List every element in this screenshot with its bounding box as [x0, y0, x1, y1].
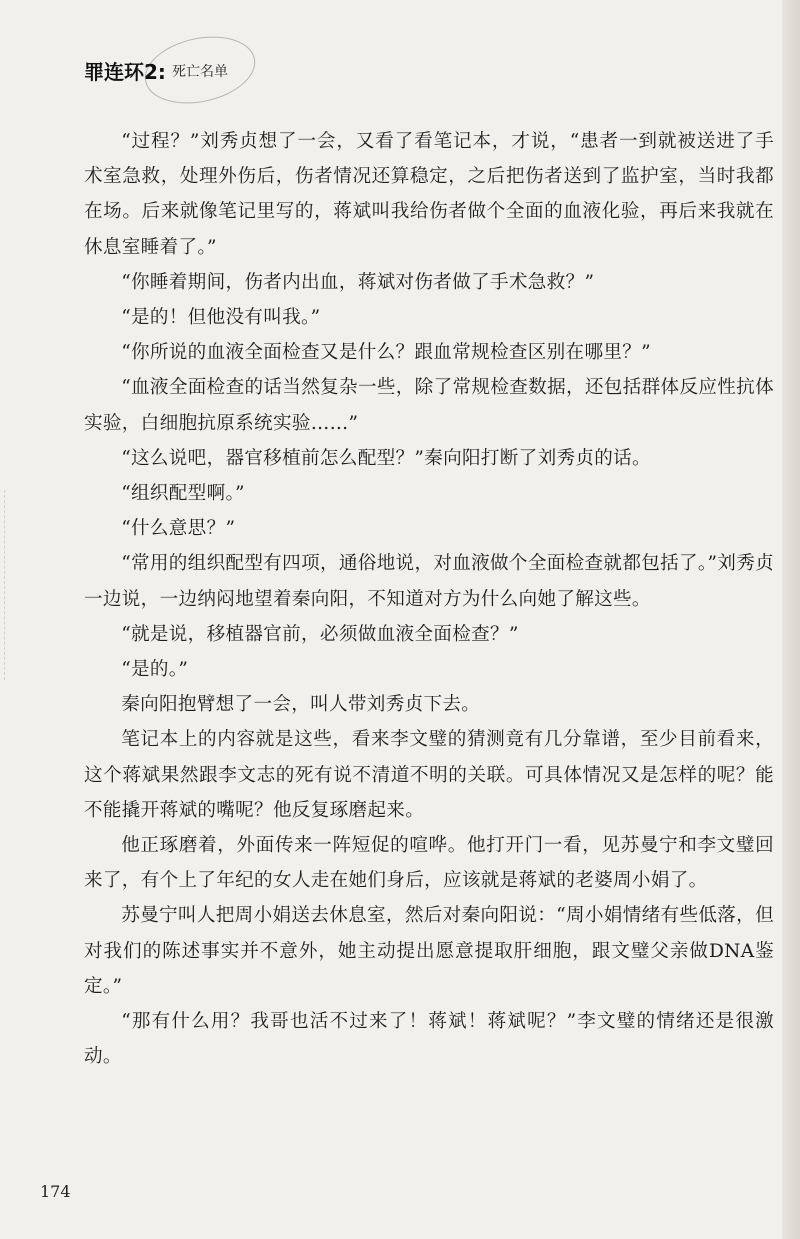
paragraph: “你所说的血液全面检查又是什么？跟血常规检查区别在哪里？” — [121, 342, 651, 364]
paragraph: “常用的组织配型有四项，通俗地说，对血液做个全面检查就都包括了。”刘秀贞一边说，一边纳闷地望着秦向阳，不知道对方为什么向她了解这些。 — [84, 553, 774, 610]
paragraph: “是的。” — [121, 659, 189, 681]
paragraph: 秦向阳抱臂想了一会，叫人带刘秀贞下去。 — [121, 694, 481, 716]
margin-marks — [4, 490, 15, 680]
paragraph: “是的！但他没有叫我。” — [121, 307, 321, 329]
book-subtitle: 死亡名单 — [172, 64, 228, 80]
paragraph: 苏曼宁叫人把周小娟送去休息室，然后对秦向阳说：“周小娟情绪有些低落，但对我们的陈述事实并不意外，她主动提出愿意提取肝细胞，跟文璧父亲做DNA鉴定。” — [84, 905, 774, 997]
paragraph: “血液全面检查的话当然复杂一些，除了常规检查数据，还包括群体反应性抗体实验，白细胞抗原系统实验……” — [84, 377, 774, 434]
body-text — [84, 124, 774, 1074]
paragraph: “这么说吧，器官移植前怎么配型？”秦向阳打断了刘秀贞的话。 — [121, 447, 651, 469]
paragraph: “你睡着期间，伤者内出血，蒋斌对伤者做了手术急救？” — [121, 271, 595, 293]
paragraph: “过程？”刘秀贞想了一会，又看了看笔记本，才说，“患者一到就被送进了手术室急救，处理外伤后，伤者情况还算稳定，之后把伤者送到了监护室，当时我都在场。后来就像笔记里写的，蒋斌叫我给伤者做个全面的血液化验，再后来我就在休息室睡着了。” — [84, 131, 774, 258]
paragraph: “什么意思？” — [121, 518, 236, 540]
page-edge — [782, 0, 800, 1239]
book-series-title: 罪连环2: — [84, 60, 166, 84]
running-header — [84, 48, 304, 98]
paragraph: “那有什么用？我哥也活不过来了！蒋斌！蒋斌呢？”李文璧的情绪还是很激动。 — [84, 1011, 774, 1068]
paragraph: 他正琢磨着，外面传来一阵短促的喧哗。他打开门一看，见苏曼宁和李文璧回来了，有个上了年纪的女人走在她们身后，应该就是蒋斌的老婆周小娟了。 — [84, 835, 774, 892]
page-number: 174 — [40, 1182, 71, 1201]
paragraph: 笔记本上的内容就是这些，看来李文璧的猜测竟有几分靠谱，至少目前看来，这个蒋斌果然跟李文志的死有说不清道不明的关联。可具体情况又是怎样的呢？能不能撬开蒋斌的嘴呢？他反复琢磨起来。 — [84, 729, 774, 821]
paragraph: “就是说，移植器官前，必须做血液全面检查？” — [121, 623, 519, 645]
paragraph: “组织配型啊。” — [121, 483, 245, 505]
